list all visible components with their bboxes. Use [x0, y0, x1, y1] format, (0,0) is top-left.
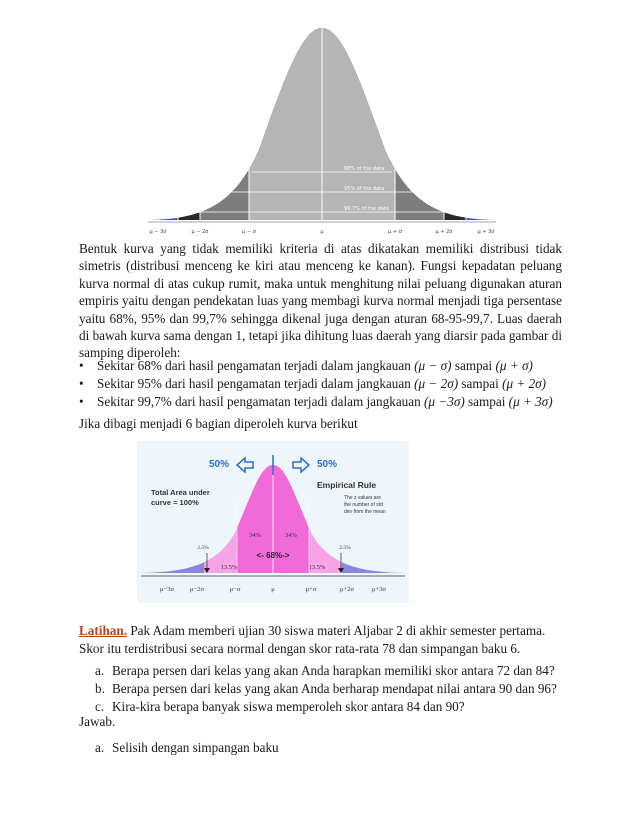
- pct-label: 34%: [285, 532, 297, 539]
- label-68: 68% of the data: [344, 166, 385, 172]
- pct-label: 34%: [249, 532, 261, 539]
- bullet-list: [79, 357, 569, 411]
- answer-item: a. Selisih dengan simpangan baku: [95, 740, 279, 755]
- jawab-label: Jawab.: [79, 714, 116, 729]
- label-95: 95% of the data: [344, 186, 385, 192]
- total-area-label: Total Area under: [151, 488, 210, 497]
- tick-label: μ: [320, 229, 324, 235]
- list-item: • Sekitar 95% dari hasil pengamatan terjadi dalam jangkauan (μ − 2σ) sampai (μ + 2σ): [79, 376, 547, 391]
- total-area-label: curve = 100%: [151, 498, 199, 507]
- bullet-icon: •: [79, 376, 84, 391]
- normal-curve-figure: [144, 20, 500, 240]
- list-item: a. Berapa persen dari kelas yang akan Anda harapkan memiliki skor antara 72 dan 84?: [95, 663, 555, 678]
- tick-label: μ + 2σ: [435, 229, 453, 235]
- paragraph-six-parts: Jika dibagi menjadi 6 bagian diperoleh kurva berikut: [79, 416, 358, 431]
- list-item: • Sekitar 99,7% dari hasil pengamatan terjadi dalam jangkauan (μ −3σ) sampai (μ + 3σ): [79, 394, 553, 409]
- tick-label: μ − 2σ: [191, 229, 209, 235]
- tick-label: μ + σ: [388, 229, 402, 235]
- paragraph-empirical-rule: Bentuk kurva yang tidak memiliki kriteria di atas dikatakan memiliki distribusi tidak simetris (distribusi menceng ke kiri atau menceng ke kanan). Fungsi kepadatan peluang kurva normal di atas cukup rumit, maka untuk menghitung nilai peluang digunakan aturan empiris yaitu dengan pendekatan luas yang membagi kurva normal menjadi tiga persentase yaitu 68%, 95% dan 99,7% sehingga dikenal juga dengan aturan 68-95-99,7. Luas daerah di bawah kurva sama dengan 1, tetapi jika dihitung luas daerah yang diarsir pada gambar di samping diperoleh:: [79, 241, 562, 361]
- list-item: c. Kira-kira berapa banyak siswa memperoleh skor antara 84 dan 90?: [95, 699, 465, 714]
- empirical-rule-figure: [137, 441, 409, 603]
- tick-label: μ − σ: [242, 229, 256, 235]
- bullet-icon: •: [79, 358, 84, 373]
- rule-desc: dev from the mean: [344, 509, 386, 515]
- rule-desc: the number of std: [344, 502, 383, 508]
- right-50-label: 50%: [317, 459, 338, 470]
- tick-label: μ−σ: [229, 586, 241, 593]
- tick-label: μ+σ: [305, 586, 317, 593]
- list-item: b. Berapa persen dari kelas yang akan Anda berharap mendapat nilai antara 90 dan 96?: [95, 681, 557, 696]
- tick-label: μ: [271, 586, 275, 593]
- question-list: [95, 662, 557, 716]
- tick-label: μ − 3σ: [149, 229, 167, 235]
- rule-desc: The z values are: [344, 495, 381, 501]
- left-50-label: 50%: [208, 459, 229, 470]
- center-span-label: <- 68%->: [256, 551, 290, 560]
- list-item: • Sekitar 68% dari hasil pengamatan terjadi dalam jangkauan (μ − σ) sampai (μ + σ): [79, 358, 533, 373]
- tick-label: μ + 3σ: [477, 229, 495, 235]
- pct-label: 2.5%: [339, 545, 351, 551]
- tick-label: μ−3σ: [160, 586, 174, 593]
- tick-label: μ+3σ: [372, 586, 386, 593]
- tick-label: μ+2σ: [340, 586, 354, 593]
- latihan-paragraph: Latihan. Pak Adam memberi ujian 30 siswa materi Aljabar 2 di akhir semester pertama. Skor itu terdistribusi secara normal dengan skor rata-rata 78 dan simpangan baku 6.: [79, 623, 546, 656]
- pct-label: 2.5%: [197, 545, 209, 551]
- pct-label: 13.5%: [220, 564, 238, 571]
- label-997: 99.7% of the data: [344, 206, 389, 212]
- bullet-icon: •: [79, 394, 84, 409]
- pct-label: 13.5%: [308, 564, 326, 571]
- empirical-rule-title: Empirical Rule: [317, 480, 377, 490]
- tick-label: μ−2σ: [190, 586, 204, 593]
- latihan-label: Latihan.: [79, 623, 128, 638]
